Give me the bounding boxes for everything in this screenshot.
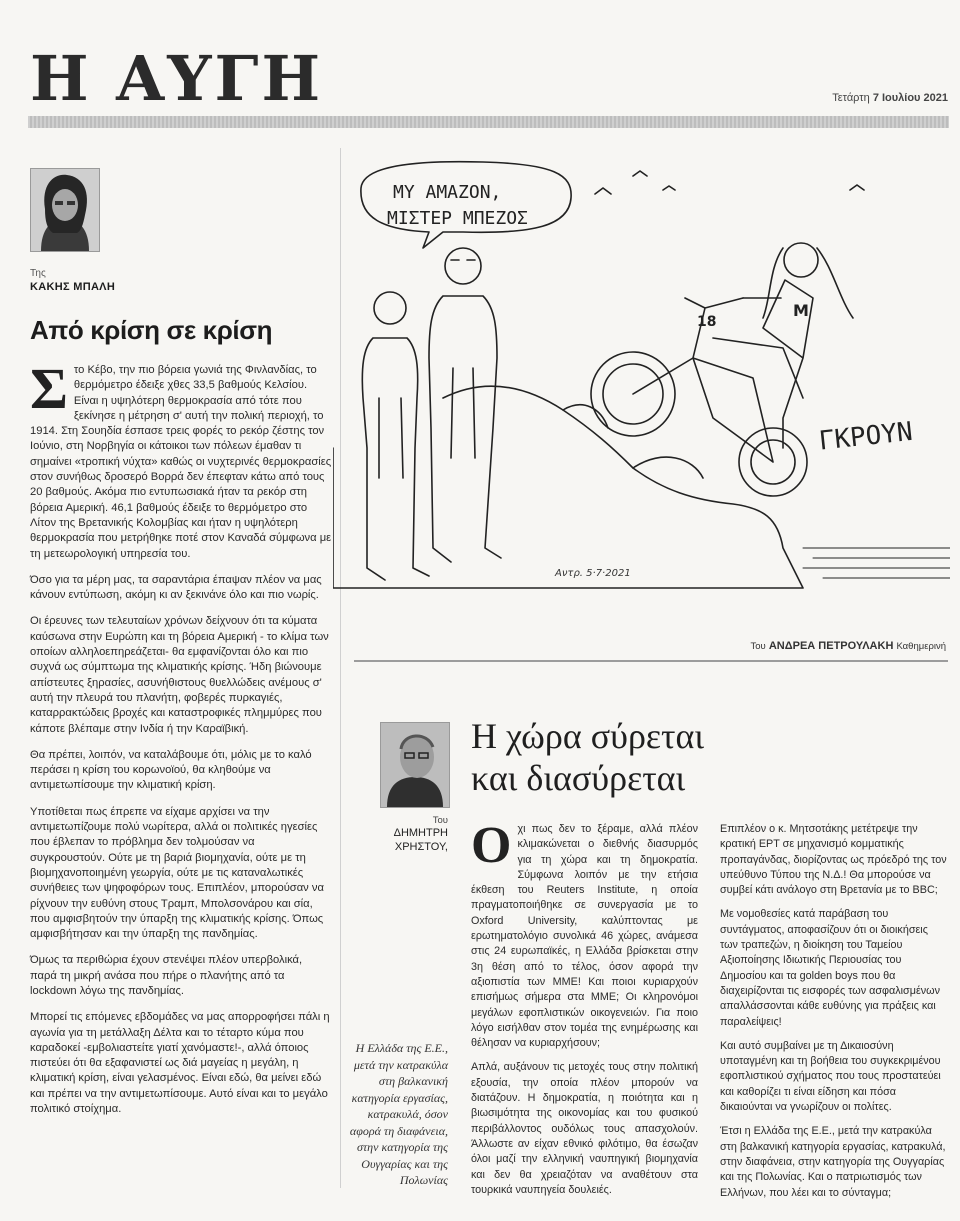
article-paragraph: Έτσι η Ελλάδα της Ε.Ε., μετά την κατρακύλα στη βαλκανική κατηγορία εργασίας, κατρακυλά, στην διαφάνεια, στην κατηγορία της Ουγγαρίας και της Πολωνίας. Και ο πατριωτισμός των Ελλήνων, που λέει και το σύνταγμα; (720, 1125, 946, 1199)
article-paragraph: Θα πρέπει, λοιπόν, να καταλάβουμε ότι, μόλις με το καλό περάσει η κρίση του κορωνοϊού, θα κληθούμε να αντιμετωπίσουμε την κλιματική κρίση. (30, 748, 312, 792)
author2-prefix: Του (432, 815, 448, 826)
author2-photo-icon (381, 723, 449, 807)
section-divider (354, 660, 948, 662)
right-article-column-1 (471, 817, 698, 1207)
speech-bubble (361, 162, 571, 248)
article-paragraph: Με νομοθεσίες κατά παράβαση του συντάγματος, αποφασίζουν ότι οι διοικήσεις των τραπεζών, η διοίκηση του Ταμείου Αξιοποίησης Ιδιωτικής Περιουσίας του Δημοσίου και τα golden boys που θα διαχειρίζονται τις εισφορές των ασφαλισμένων απαλλάσσονται κάθε ευθύνης για πράξεις και παραλείψεις! (720, 908, 940, 1028)
newspaper-masthead: Η ΑΥΓΗ (30, 42, 324, 115)
title-line-1: Η χώρα σύρεται (471, 716, 705, 756)
speech-line-2: ΜΙΣΤΕΡ ΜΠΕΖΟΣ (387, 208, 528, 229)
author-prefix: Της (30, 268, 46, 279)
speech-line-1: ΜΥ ΑΜΑΖΟΝ, (393, 182, 502, 203)
article-paragraph: Μπορεί τις επόμενες εβδομάδες να μας απορροφήσει πάλι η αγωνία για τη μετάλλαξη Δέλτα και το τέταρτο κύμα που καραδοκεί -εμβολιαστείτε γιατί χανόμαστε!-, αλλά όποιος πιστεύει ότι θα εξαφανιστεί ως διά μαγείας η μεγάλη, η κλιματική κρίση, είναι γελασμένος. Είναι εδώ, θα μείνει εδώ και πρέπει να την αντιμετωπίσουμε. Αυτό είναι και το μεγάλο πολιτικό στοίχημα. (30, 1011, 330, 1116)
publication-date (832, 92, 948, 104)
drop-cap: Ο (471, 817, 512, 874)
article-paragraph: Απλά, αυξάνουν τις μετοχές τους στην πολιτική εξουσία, την οποία πλέον μπορούν να διατάζουν. Η δημοκρατία, η ποιότητα και η βιωσιμότητα της οικονομίας και του φυσικού περιβάλλοντος ουδόλως τους απασχολούν. Άλλωστε αν είχαν εθνικό φιλότιμο, θα έσωζαν όλοι μαζί την ελληνική ναυπηγική βιομηχανία και δεν θα χρειαζόταν να αναθέτουν στα τουρκικά ναυπηγεία δουλειές. (471, 1061, 698, 1196)
article-paragraph: Οχι πως δεν το ξέραμε, αλλά πλέον κλιμακώνεται ο διεθνής διασυρμός για τη χώρα και τη δημοκρατία. Σύμφωνα λοιπόν με την ετήσια έκθεση του Reuters Institute, η οποία πραγματοποιήθηκε σε συνεργασία με το Oxford University, καλύπτοντας με ερωτηματολόγιο συνολικά 46 χώρες, ανάμεσα στις 24 ευρωπαϊκές, η Ελλάδα βρίσκεται στην 3η θέση από το τέλος, όσον αφορά την αξιοπιστία των ΜΜΕ! Και ποιοι κυριαρχούν επισήμως σήμερα στα ΜΜΕ; Οι κληρονόμοι μεγάλων εφοπλιστικών οικογενειών. Για ποιο λόγο εισήλθαν στον τομέα της ενημέρωσης και θέλησαν να κυριαρχήσουν; (471, 817, 698, 1050)
date-day: 7 Ιουλίου 2021 (872, 92, 948, 104)
author-photo (30, 168, 100, 252)
author-photo-icon (31, 169, 99, 251)
cartoon-word: ΓΚΡΟΥΝ (817, 416, 915, 457)
cartoon-signature: Αντρ. 5·7·2021 (555, 568, 631, 579)
article-paragraph: Στο Κέβο, την πιο βόρεια γωνιά της Φινλανδίας, το θερμόμετρο έδειξε χθες 33,5 βαθμούς Κελσίου. Είναι η υψηλότερη θερμοκρασία από τότε που ξεκίνησε η μέτρηση σ' αυτή την πολική περιοχή, το 1914. Στη Σουηδία έσπασε τρεις φορές το ρεκόρ ζέστης τον Ιούνιο, στη Νορβηγία οι κάτοικοι των πόλεων έμαθαν τι σημαίνει «τροπική νύχτα» καθώς οι νυχτερινές θερμοκρασίες στον συνήθως δροσερό Βορρά δεν έπεφταν κάτω από τους 20 βαθμούς. Ακόμα πιο εντυπωσιακά ήταν τα ρεκόρ στη βόρεια Αμερική. 46,1 βαθμούς έδειξε το θερμόμετρο στο Λίτον της Βρετανικής Κολομβίας και ήταν η υψηλότερη θερμοκρασία που μετρήθηκε ποτέ στον Καναδά σύμφωνα με τη μετεωρολογική υπηρεσία του. (30, 356, 332, 560)
right-article-title (471, 715, 704, 799)
author2-name: ΔΗΜΗΤΡΗ ΧΡΗΣΤΟΥ, (393, 827, 448, 853)
drop-cap: Σ (30, 356, 68, 421)
author-name: ΚΑΚΗΣ ΜΠΑΛΗ (30, 281, 116, 293)
article-paragraph: Όσο για τα μέρη μας, τα σαραντάρια έπαψαν πλέον να μας κάνουν εντύπωση, ακόμη κι αν ξεκινάνε όλο και πιο νωρίς. (30, 573, 322, 602)
cartoon-credit: Του ΑΝΔΡΕΑ ΠΕΤΡΟΥΛΑΚΗ Καθημερινή (750, 640, 946, 652)
article-paragraph: Και αυτό συμβαίνει με τη Δικαιοσύνη υποταγμένη και τη βοήθεια του συγκεκριμένου εφοπλιστικού σχήματος που τους προστατεύει και καθορίζει τι είναι είδηση και πόσα δικαιούνται να γνωρίζουν οι πολίτες. (720, 1039, 941, 1114)
shirt-letter: M (793, 301, 809, 320)
title-line-2: και διασύρεται (471, 758, 686, 798)
left-article-body (30, 356, 332, 1128)
pull-quote: Η Ελλάδα της Ε.Ε., μετά την κατρακύλα στη βαλκανική κατηγορία εργασίας, κατρακυλά, όσον αφορά τη διαφάνεια, στην κατηγορία της Ουγγαρίας και της Πολωνίας (349, 1041, 448, 1187)
political-cartoon (333, 148, 950, 598)
left-article-title: Από κρίση σε κρίση (30, 315, 273, 345)
article-paragraph: Όμως τα περιθώρια έχουν στενέψει πλέον υπερβολικά, παρά τη μικρή ανάσα που πήρε ο πλανήτης από τα lockdown λόγω της πανδημίας. (30, 954, 303, 997)
cartoon-illustration (333, 148, 950, 598)
top-divider (28, 116, 949, 128)
article-paragraph: Υποτίθεται πως έπρεπε να είχαμε αρχίσει να την αντιμετωπίζουμε πολύ νωρίτερα, αλλά οι πολιτικές ηγεσίες που έβλεπαν το πρόβλημα δεν τολμούσαν να συγκρουστούν. Ούτε με τη βαριά βιομηχανία, ούτε με τη βιομηχανοποιημένη γεωργία, ούτε με τις καταναλωτικές συνήθειες των ψηφοφόρων τους. Επιπλέον, μπορούσαν να ρίχνουν την ευθύνη στους Τραμπ, Μπολσονάρου και σία, που αμφισβητούν την ύπαρξη της κλιματικής κρίσης. Όπως αμφισβήτησαν και την ύπαρξη της πανδημίας. (30, 805, 324, 941)
right-article-column-2 (720, 822, 948, 1210)
article-paragraph: Επιπλέον ο κ. Μητσοτάκης μετέτρεψε την κρατική ΕΡΤ σε μηχανισμό κομματικής προπαγάνδας, διορίζοντας ως πρόεδρό της τον υπεύθυνο Τύπου της Ν.Δ.! Θα μπορούσε να συμβεί κάτι ανάλογο στη Βρετανία με το BBC; (720, 823, 947, 897)
author2-photo (380, 722, 450, 808)
bike-number: 18 (697, 314, 717, 330)
date-weekday: Τετάρτη (832, 92, 870, 104)
article-paragraph: Οι έρευνες των τελευταίων χρόνων δείχνουν ότι τα κύματα καύσωνα στην Ευρώπη και τη βόρεια Αμερική - το κλίμα των οποίων αλληλοεπηρεάζεται- θα εμφανίζονται όλο και πιο συχνά ως σύμπτωμα της κλιματικής κρίσης. Ήδη βιώνουμε απίστευτες ξηρασίες, ασυνήθιστους θυελλώδεις ανέμους σ' αυτή την πλευρά του πλανήτη, φοβερές πυρκαγιές, καταρρακτώδεις βροχές και καταστροφικές πλημμύρες που κάποτε βλέπαμε στην Ινδία ή την Καραϊβική. (30, 615, 329, 735)
